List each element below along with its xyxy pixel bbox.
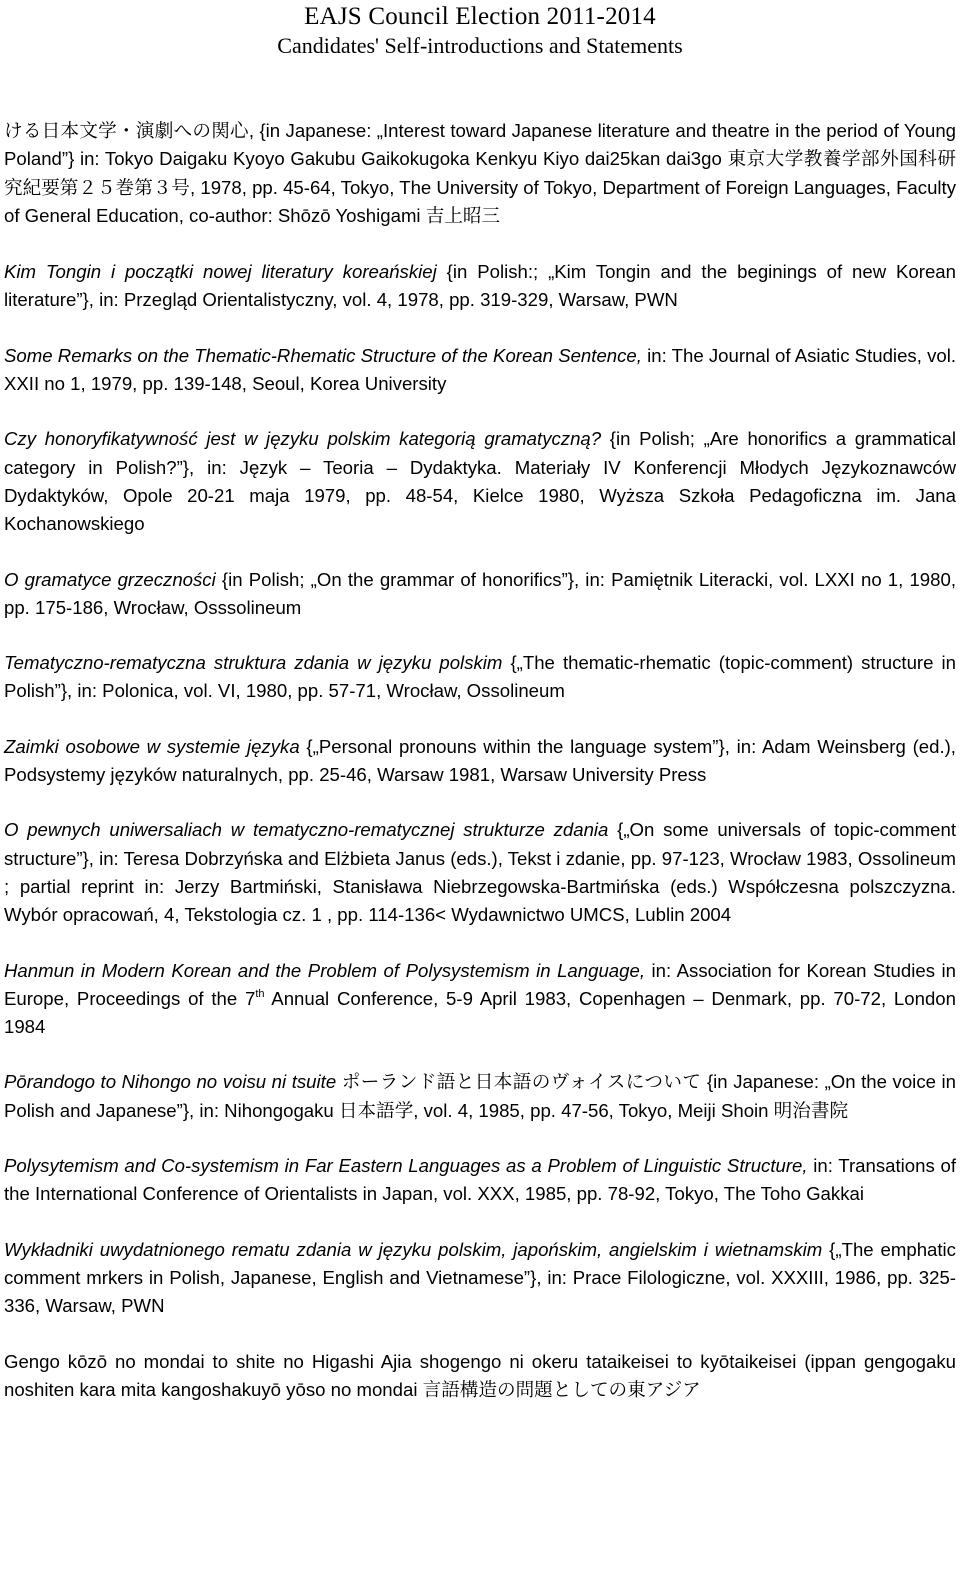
entry-details: {in Polish; „On the grammar of honorifics”}, in: Pamiętnik Literacki, vol. LXXI no 1, 1980, pp. 175-186, Wrocław, Osssolineum xyxy=(4,568,956,618)
entry-title: Hanmun in Modern Korean and the Problem of Polysystemism in Language, xyxy=(4,959,645,981)
bibliography-entry xyxy=(4,425,956,538)
bibliography-entry xyxy=(4,816,956,929)
entry-title: Wykładniki uwydatnionego rematu zdania w języku polskim, japońskim, angielskim i wietnamskim xyxy=(4,1238,823,1260)
entry-title: Zaimki osobowe w systemie języka xyxy=(4,735,300,757)
entry-details: in: Association for Korean Studies in Europe, Proceedings of the 7 xyxy=(4,959,956,1009)
entry-title: Kim Tongin i początki nowej literatury koreańskiej xyxy=(4,261,437,283)
entry-details: Gengo kōzō no mondai to shite no Higashi Ajia shogengo ni okeru tataikeisei to kyōtaikeisei (ippan gengogaku noshiten kara mita kangoshakuyō yōso no mondai 言語構造の問題としての東アジア xyxy=(4,1350,956,1400)
document-title: EAJS Council Election 2011-2014 xyxy=(304,3,656,30)
bibliography-entry xyxy=(4,258,956,315)
entry-title: O gramatyce grzeczności xyxy=(4,568,216,590)
bibliography-entry xyxy=(4,566,956,623)
document-subtitle: Candidates' Self-introductions and Statements xyxy=(277,33,683,58)
entry-details: {„The thematic-rhematic (topic-comment) structure in Polish”}, in: Polonica, vol. VI, 1980, pp. 57-71, Wrocław, Ossolineum xyxy=(4,652,956,702)
bibliography-entry xyxy=(4,342,956,399)
entry-details: {in Polish:; „Kim Tongin and the beginings of new Korean literature”}, in: Przegląd Orientalistyczny, vol. 4, 1978, pp. 319-329, Warsaw, PWN xyxy=(4,261,956,311)
entry-details: {„On some universals of topic-comment structure”}, in: Teresa Dobrzyńska and Elżbieta Janus (eds.), Tekst i zdanie, pp. 97-123, Wrocław 1983, Ossolineum ; partial reprint in: Jerzy Bartmiński, Stanisława Niebrzegowska-Bartmińska (eds.) Współczesna polszczyzna. Wybór opracowań, 4, Tekstologia cz. 1 , pp. 114-136< Wydawnictwo UMCS, Lublin 2004 xyxy=(4,819,956,926)
bibliography-entry xyxy=(4,1348,956,1405)
bibliography-entry xyxy=(4,1236,956,1321)
entry-details: in: Transations of the International Conference of Orientalists in Japan, vol. XXX, 1985, pp. 78-92, Tokyo, The Toho Gakkai xyxy=(4,1155,957,1205)
bibliography-entry xyxy=(4,649,956,706)
entry-details: {„Personal pronouns within the language system”}, in: Adam Weinsberg (ed.), Podsystemy języków naturalnych, pp. 25-46, Warsaw 1981, Warsaw University Press xyxy=(4,735,956,786)
entry-title: Czy honoryfikatywność jest w języku polskim kategorią gramatyczną? xyxy=(4,428,602,450)
bibliography-entry xyxy=(4,957,956,1042)
bibliography-entry xyxy=(4,1152,956,1209)
entry-title: Pōrandogo to Nihongo no voisu ni tsuite xyxy=(4,1071,337,1093)
entry-details-continued: Annual Conference, 5-9 April 1983, Copenhagen – Denmark, pp. 70-72, London 1984 xyxy=(4,987,956,1038)
entry-details: ポーランド語と日本語のヴォイスについて {in Japanese: „On the voice in Polish and Japanese”}, in: Nihongogaku 日本語学, vol. 4, 1985, pp. 47-56, Tokyo, Meiji Shoin 明治書院 xyxy=(4,1071,956,1121)
entry-details: ける日本文学・演劇への関心, {in Japanese: „Interest toward Japanese literature and theatre in the period of Young Poland”} in: Tokyo Daigaku Kyoyo Gakubu Gaikokugoka Kenkyu Kiyo dai25kan dai3go 東京大学教養学部外国科研究紀要第２５巻第３号, 1978, pp. 45-64, Tokyo, The University of Tokyo, Department of Foreign Languages, Faculty of General Education, co-author: Shōzō Yoshigami 吉上昭三 xyxy=(4,120,956,226)
page-header xyxy=(0,0,960,60)
entry-title: O pewnych uniwersaliach w tematyczno-rematycznej strukturze zdania xyxy=(4,819,609,841)
superscript-ordinal: th xyxy=(255,987,265,1000)
bibliography-entry xyxy=(4,733,956,790)
entry-title: Some Remarks on the Thematic-Rhematic Structure of the Korean Sentence, xyxy=(4,344,642,366)
entry-details: {in Polish; „Are honorifics a grammatical category in Polish?”}, in: Język – Teoria – Dydaktyka. Materiały IV Konferencji Młodych Językoznawców Dydaktyków, Opole 20-21 maja 1979, pp. 48-54, Kielce 1980, Wyższa Szkoła Pedagoficzna im. Jana Kochanowskiego xyxy=(4,428,956,535)
entry-title: Polysytemism and Co-systemism in Far Eastern Languages as a Problem of Linguistic Structure, xyxy=(4,1155,808,1177)
bibliography-entry xyxy=(4,117,956,230)
bibliography-list xyxy=(4,117,956,1431)
bibliography-entry xyxy=(4,1068,956,1125)
entry-details: {„The emphatic comment mrkers in Polish, Japanese, English and Vietnamese”}, in: Prace Filologiczne, vol. XXXIII, 1986, pp. 325-336, Warsaw, PWN xyxy=(4,1238,956,1317)
entry-details: in: The Journal of Asiatic Studies, vol. XXII no 1, 1979, pp. 139-148, Seoul, Korea University xyxy=(4,344,957,395)
entry-title: Tematyczno-rematyczna struktura zdania w języku polskim xyxy=(4,652,503,674)
